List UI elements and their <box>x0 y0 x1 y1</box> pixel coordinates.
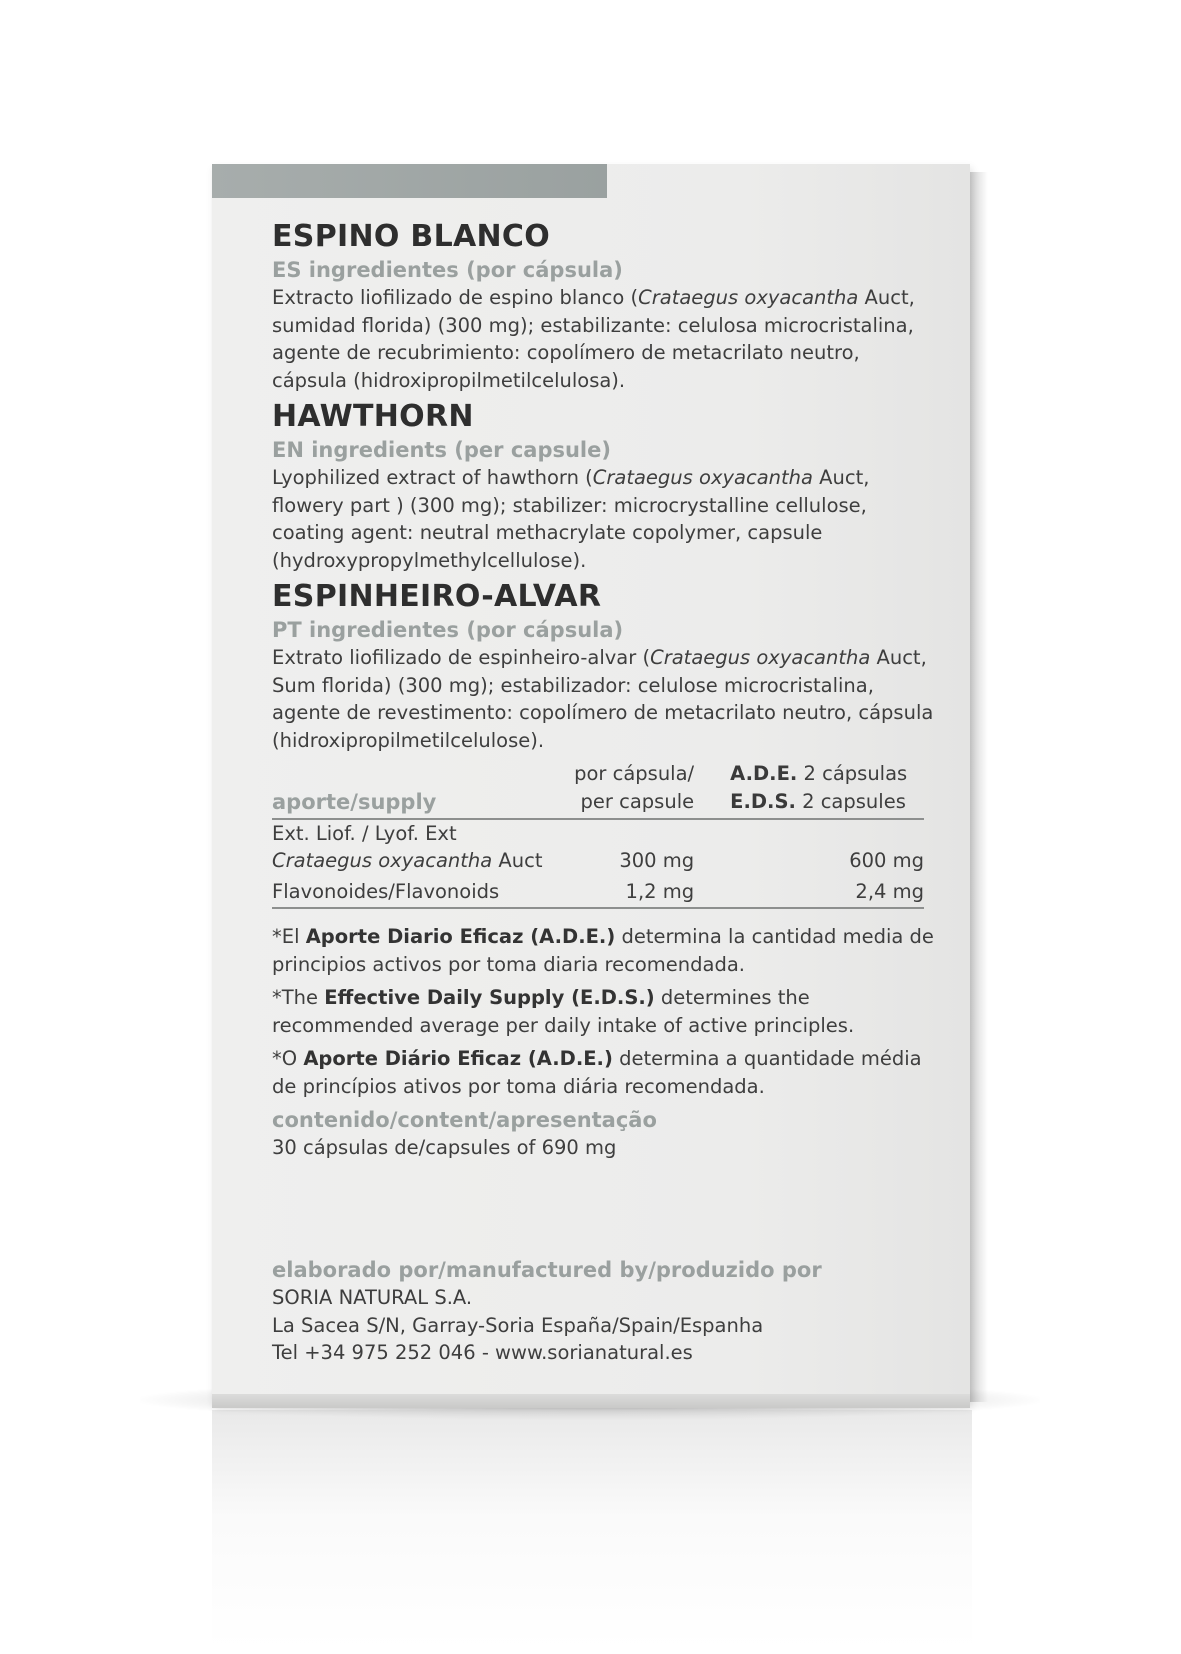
note-prefix: *El <box>272 925 306 948</box>
ingredients-text-part: Extrato liofilizado de espinheiro-alvar ( <box>272 646 651 669</box>
note-term: Effective Daily Supply (E.D.S.) <box>324 986 655 1009</box>
ingredients-heading: EN ingredients (per capsule) <box>272 438 611 462</box>
section-en <box>272 398 937 574</box>
footnote-en <box>272 984 937 1039</box>
daily-supply-header <box>698 788 924 816</box>
note-text: determina la cantidad media de principios activos por toma diaria recomendada. <box>272 925 934 976</box>
table-header-spacer <box>272 760 564 788</box>
section-pt <box>272 578 937 754</box>
top-accent-bar <box>212 164 607 198</box>
footnotes <box>272 923 937 1100</box>
table-row <box>272 875 924 906</box>
content-heading: contenido/content/apresentação <box>272 1108 657 1132</box>
supply-table-header-1 <box>272 760 924 788</box>
manufacturer-name: SORIA NATURAL S.A. <box>272 1286 473 1309</box>
manufacturer-heading: elaborado por/manufactured by/produzido por <box>272 1258 822 1282</box>
table-row <box>272 847 924 875</box>
manufacturer-contact: Tel +34 975 252 046 - www.sorianatural.es <box>272 1341 693 1364</box>
note-prefix: *The <box>272 986 325 1009</box>
ingredients-text <box>272 464 937 574</box>
note-text: determina a quantidade média de princípios ativos por toma diária recomendada. <box>272 1047 922 1098</box>
note-term: Aporte Diario Eficaz (A.D.E.) <box>305 925 616 948</box>
section-title: ESPINHEIRO-ALVAR <box>272 579 602 614</box>
box-reflection <box>212 1410 972 1650</box>
ingredients-text <box>272 284 937 394</box>
ade-abbrev: A.D.E. <box>730 762 798 785</box>
eds-amount: 2 capsules <box>795 790 906 813</box>
panel-bottom-edge <box>212 1394 970 1408</box>
label-content <box>272 218 937 1166</box>
table-row <box>272 819 924 848</box>
note-prefix: *O <box>272 1047 304 1070</box>
table-rule <box>272 905 924 908</box>
note-term: Aporte Diário Eficaz (A.D.E.) <box>303 1047 613 1070</box>
ingredients-text-part: Extracto liofilizado de espino blanco ( <box>272 286 639 309</box>
daily-value: 600 mg <box>849 849 924 872</box>
content-value: 30 cápsulas de/capsules of 690 mg <box>272 1136 617 1159</box>
supply-table <box>272 760 924 909</box>
row-label: Ext. Liof. / Lyof. Ext <box>272 821 457 845</box>
daily-supply-header <box>698 760 924 788</box>
row-label: Flavonoides/Flavonoids <box>272 879 500 903</box>
section-title: ESPINO BLANCO <box>272 219 551 254</box>
species-name: Crataegus oxyacantha <box>650 646 871 669</box>
section-es <box>272 218 937 394</box>
ingredients-text-part: Auct, sumidad florida) (300 mg); estabilizante: celulosa microcristalina, agente de recubrimiento: copolímero de metacrilato neutro, cápsula (hidroxipropilmetilcelulosa). <box>272 286 915 392</box>
ade-amount: 2 cápsulas <box>797 762 908 785</box>
species-name: Crataegus oxyacantha <box>272 849 493 872</box>
row-label-suffix: Auct <box>492 849 543 872</box>
ingredients-text <box>272 644 937 754</box>
per-capsule-header: per capsule <box>580 790 695 813</box>
eds-abbrev: E.D.S. <box>730 790 796 813</box>
ingredients-text-part: Auct, flowery part ) (300 mg); stabilizer: microcrystalline cellulose, coating agent: neutral methacrylate copolymer, capsule (hydroxypropylmethylcellulose). <box>272 466 870 572</box>
note-text: determines the recommended average per daily intake of active principles. <box>272 986 855 1037</box>
footnote-pt <box>272 1045 937 1100</box>
supply-table-header-2 <box>272 788 924 816</box>
supply-label: aporte/supply <box>272 789 437 814</box>
per-capsule-header: por cápsula/ <box>574 762 695 785</box>
ingredients-text-part: Auct, Sum florida) (300 mg); estabilizador: celulose microcristalina, agente de revestimento: copolímero de metacrilato neutro, cápsula (hidroxipropilmetilcelulose). <box>272 646 934 752</box>
ingredients-text-part: Lyophilized extract of hawthorn ( <box>272 466 593 489</box>
daily-value: 2,4 mg <box>855 879 924 903</box>
per-capsule-value: 300 mg <box>619 849 695 872</box>
footnote-es <box>272 923 937 978</box>
species-name: Crataegus oxyacantha <box>638 286 859 309</box>
ingredients-heading: PT ingredientes (por cápsula) <box>272 618 624 642</box>
species-name: Crataegus oxyacantha <box>592 466 813 489</box>
ingredients-heading: ES ingredientes (por cápsula) <box>272 258 623 282</box>
section-title: HAWTHORN <box>272 399 474 434</box>
manufacturer-address: La Sacea S/N, Garray-Soria España/Spain/Espanha <box>272 1313 764 1337</box>
row-label <box>272 847 564 875</box>
manufacturer-block <box>272 1250 937 1367</box>
per-capsule-value: 1,2 mg <box>625 879 695 903</box>
package-back-panel <box>212 164 970 1404</box>
